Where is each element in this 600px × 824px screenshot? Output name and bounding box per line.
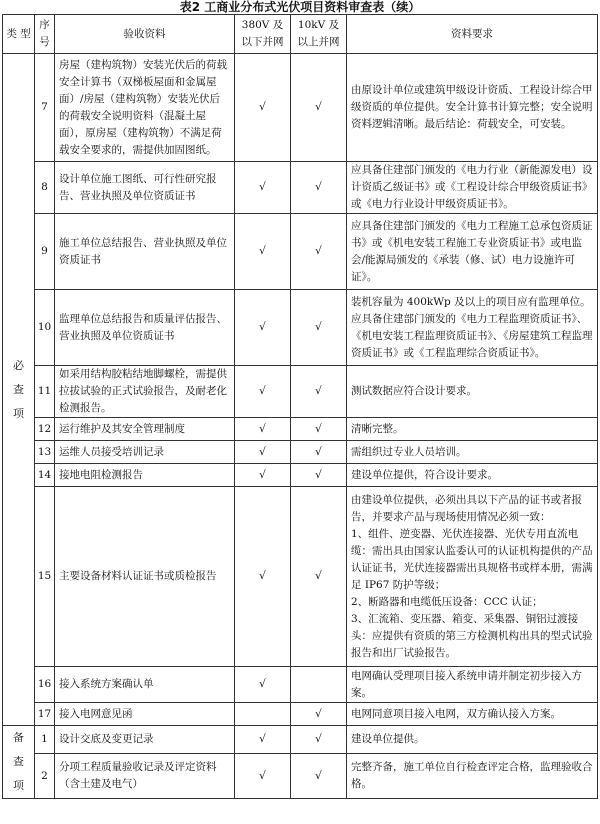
check-10kv: √ [291,366,347,418]
row-requirement [347,726,598,754]
row-requirement [347,214,598,290]
requirement-line: 由建设单位提供，必须出具以下产品的证书或者报告，并要求产品与现场使用情况必须一致： [351,493,582,523]
requirement-line: 清晰完整。 [351,422,404,435]
requirement-line: 由原设计单位或建筑甲级设计资质、工程设计综合甲级资质的单位提供。安全计算书计算完整；安全说明资料逻辑清晰。最后结论：荷载安全，可安装。 [351,84,593,130]
row-number: 2 [35,754,55,799]
check-380v: √ [235,667,291,703]
row-requirement [347,418,598,441]
row-item: 监理单位总结报告和质量评估报告、营业执照及单位资质证书 [55,290,235,366]
check-10kv: √ [291,418,347,441]
row-number: 10 [35,290,55,366]
row-requirement [347,54,598,162]
check-380v: √ [235,162,291,214]
check-380v: √ [235,290,291,366]
check-380v: √ [235,54,291,162]
row-item: 主要设备材料认证证书或质检报告 [55,487,235,667]
requirement-line: 需组织过专业人员培训。 [351,445,467,458]
table-row [3,667,598,703]
check-10kv: √ [291,54,347,162]
row-requirement [347,703,598,726]
check-10kv: √ [291,754,347,799]
row-number: 1 [35,726,55,754]
check-10kv: √ [291,441,347,464]
requirement-line: 1、组件、逆变器、光伏连接器、光伏专用直流电缆：需出具由国家认监委认可的认证机构提供的产品认证证书，光伏连接器需出具规格书或样本册，需满足 IP67 防护等级； [351,527,593,591]
row-item: 运维人员接受培训记录 [55,441,235,464]
header-380v: 380V 及 以下并网 [235,15,291,54]
check-380v: √ [235,214,291,290]
row-item: 设计交底及变更记录 [55,726,235,754]
table-row [3,487,598,667]
requirement-line: 2、断路器和电缆低压设备：CCC 认证； [351,595,543,608]
check-10kv: √ [291,162,347,214]
header-requirement: 资料要求 [347,15,598,54]
category-required-label: 必 查 项 [13,358,24,420]
row-item: 分项工程质量验收记录及评定资料（含土建及电气） [55,754,235,799]
row-requirement [347,366,598,418]
requirement-line: 完整齐备，施工单位自行检查评定合格，监理验收合格。 [351,761,593,791]
check-380v: √ [235,726,291,754]
check-10kv: √ [291,290,347,366]
header-item: 验收资料 [55,15,235,54]
table-row [3,162,598,214]
row-number: 12 [35,418,55,441]
category-optional-label: 备 查 项 [13,731,24,792]
row-number: 16 [35,667,55,703]
check-380v: √ [235,464,291,487]
check-380v: √ [235,487,291,667]
row-number: 8 [35,162,55,214]
row-number: 15 [35,487,55,667]
row-number: 17 [35,703,55,726]
check-10kv: √ [291,464,347,487]
header-seq: 序 号 [35,15,55,54]
check-380v: √ [235,366,291,418]
check-10kv: √ [291,487,347,667]
check-380v: √ [235,754,291,799]
table-row [3,441,598,464]
row-requirement [347,162,598,214]
check-380v: √ [235,441,291,464]
row-requirement [347,290,598,366]
check-10kv: √ [291,214,347,290]
table-title: 表2 工商业分布式光伏项目资料审查表（续） [179,0,421,14]
category-required [3,54,35,726]
row-item: 运行维护及其安全管理制度 [55,418,235,441]
table-row [3,703,598,726]
table-row [3,418,598,441]
row-number: 14 [35,464,55,487]
row-item: 设计单位施工图纸、可行性研究报告、营业执照及单位资质证书 [55,162,235,214]
table-row [3,290,598,366]
table-row [3,726,598,754]
table-row [3,54,598,162]
row-item: 施工单位总结报告、营业执照及单位资质证书 [55,214,235,290]
row-item: 接入系统方案确认单 [55,667,235,703]
check-380v [235,703,291,726]
category-optional [3,726,35,799]
header-row [3,15,598,54]
table-row [3,754,598,799]
header-10kv: 10kV 及 以上并网 [291,15,347,54]
row-number: 13 [35,441,55,464]
requirement-line: 应具备住建部门颁发的《电力行业（新能源发电）设计资质乙级证书》或《工程设计综合甲级资质证书》或《电力行业设计甲级资质证书》。 [351,164,593,210]
requirement-line: 3、汇流箱、变压器、箱变、采集器、铜铝过渡接头：应提供有资质的第三方检测机构出具的型式试验报告和出厂试验报告。 [351,612,593,659]
row-requirement [347,754,598,799]
row-requirement [347,464,598,487]
row-requirement [347,667,598,703]
row-item: 如采用结构胶粘结地脚螺栓，需提供拉拔试验的正式试验报告，及耐老化检测报告。 [55,366,235,418]
requirement-line: 建设单位提供，符合设计要求。 [351,468,498,481]
requirement-line: 应具备住建部门颁发的《电力工程施工总承包资质证书》或《机电安装工程施工专业资质证书》或电监会/能源局颁发的《承装（修、试）电力设施许可证》。 [351,219,593,283]
requirement-line: 电网同意项目接入电网，双方确认接入方案。 [351,707,561,720]
row-number: 7 [35,54,55,162]
row-item: 房屋（建构筑物）安装光伏后的荷载安全计算书（双梯板屋面和金属屋面）/房屋（建构筑物）安装光伏后的荷载安全说明资料（混凝土屋面），原房屋（建构筑物）不满足荷载安全要求的，需提供加固图纸。 [55,54,235,162]
requirement-line: 装机容量为 400kWp 及以上的项目应有监理单位。应具备住建部门颁发的《电力工程监理资质证书》、《机电安装工程监理资质证书》、《房屋建筑工程监理资质证书》或《工程监理综合资质证书》。 [351,295,593,359]
row-requirement [347,441,598,464]
table-row [3,214,598,290]
row-requirement [347,487,598,667]
check-10kv: √ [291,726,347,754]
row-number: 11 [35,366,55,418]
table-row [3,464,598,487]
row-item: 接入电网意见函 [55,703,235,726]
row-number: 9 [35,214,55,290]
check-380v: √ [235,418,291,441]
check-10kv: √ [291,703,347,726]
requirement-line: 测试数据应符合设计要求。 [351,385,477,397]
row-item: 接地电阻检测报告 [55,464,235,487]
table-row [3,366,598,418]
header-type: 类 型 [3,15,35,54]
requirement-line: 电网确认受理项目接入系统申请并制定初步接入方案。 [351,669,582,699]
check-10kv [291,667,347,703]
review-table [2,14,598,799]
requirement-line: 建设单位提供。 [351,733,425,746]
